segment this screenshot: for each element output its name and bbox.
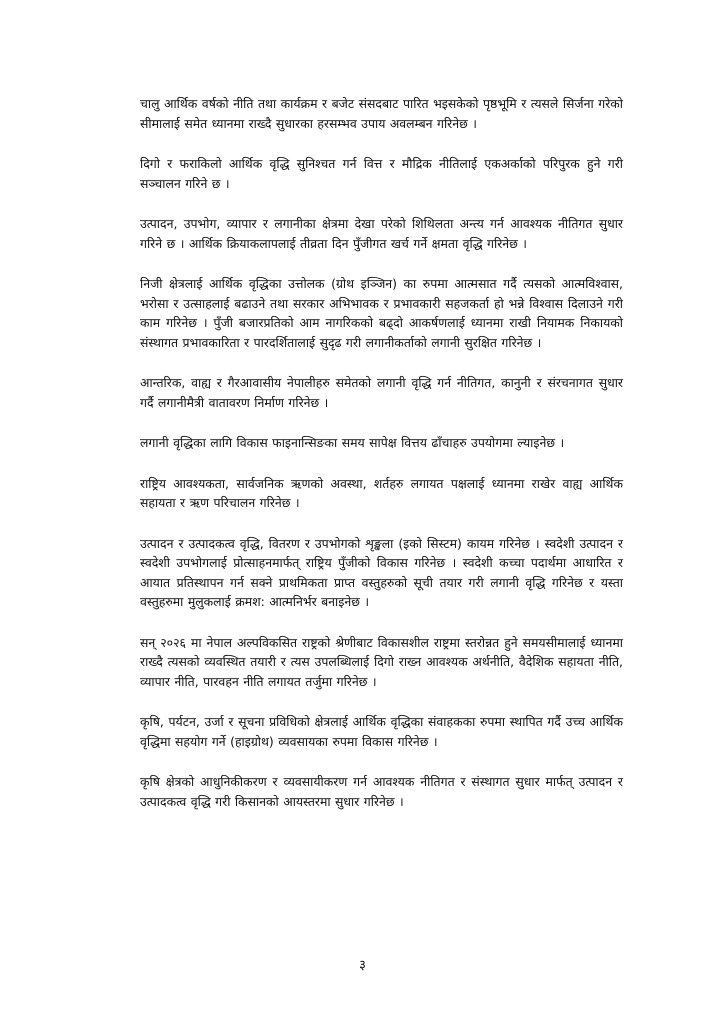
paragraph-3: उत्पादन, उपभोग, व्यापार र लगानीका क्षेत्रमा देखा परेको शिथिलता अन्त्य गर्न आवश्यक नीतिगत सुधार गरिने छ । आर्थिक क्रियाकलापलाई तीव्रता दिन पुँजीगत खर्च गर्ने क्षमता वृद्धि गरिनेछ । [140, 216, 623, 251]
paragraph-6: लगानी वृद्धिका लागि विकास फाइनान्सिङका समय सापेक्ष वित्तय ढाँचाहरु उपयोगमा ल्याइनेछ । [140, 435, 565, 450]
paragraph-9: सन् २०२६ मा नेपाल अल्पविकसित राष्ट्रको श्रेणीबाट विकासशील राष्ट्रमा स्तरोन्नत हुने समयसीमालाई ध्यानमा राख्दै त्यसको व्यवस्थित तयारी र त्यस उपलब्धिलाई दिगो राख्न आवश्यक अर्थनीति, वैदेशिक सहायता नीति, व्यापार नीति, पारवहन नीति लगायत तर्जुमा गरिनेछ । [140, 634, 623, 689]
document-body [140, 94, 623, 832]
paragraph-1: चालु आर्थिक वर्षको नीति तथा कार्यक्रम र बजेट संसदबाट पारित भइसकेको पृष्ठभूमि र त्यसले सिर्जना गरेको सीमालाई समेत ध्यानमा राख्दै सुधारका हरसम्भव उपाय अवलम्बन गरिनेछ । [140, 96, 623, 131]
paragraph-5: आन्तरिक, वाह्य र गैरआवासीय नेपालीहरु समेतको लगानी वृद्धि गर्न नीतिगत, कानुनी र संरचनागत सुधार गर्दै लगानीमैत्री वातावरण निर्माण गरिनेछ । [140, 375, 623, 410]
paragraph-2: दिगो र फराकिलो आर्थिक वृद्धि सुनिश्चत गर्न वित्त र मौद्रिक नीतिलाई एकअर्काको परिपुरक हुने गरी सञ्चालन गरिने छ । [140, 156, 623, 191]
page-number: ३ [359, 958, 366, 973]
paragraph-10: कृषि, पर्यटन, उर्जा र सूचना प्रविधिको क्षेत्रलाई आर्थिक वृद्धिका संवाहकका रुपमा स्थापित गर्दै उच्च आर्थिक वृद्धिमा सहयोग गर्ने (हाइग्रोथ) व्यवसायका रुपमा विकास गरिनेछ । [140, 714, 623, 749]
paragraph-11: कृषि क्षेत्रको आधुनिकीकरण र व्यवसायीकरण गर्न आवश्यक नीतिगत र संस्थागत सुधार मार्फत् उत्पादन र उत्पादकत्व वृद्धि गरी किसानको आयस्तरमा सुधार गरिनेछ । [140, 774, 623, 809]
paragraph-7: राष्ट्रिय आवश्यकता, सार्वजनिक ऋणको अवस्था, शर्तहरु लगायत पक्षलाई ध्यानमा राखेर वाह्य आर्थिक सहायता र ऋण परिचालन गरिनेछ । [140, 475, 623, 510]
paragraph-4: निजी क्षेत्रलाई आर्थिक वृद्धिका उत्तोलक (ग्रोथ इञ्जिन) का रुपमा आत्मसात गर्दै त्यसको आत्मविश्वास, भरोसा र उत्साहलाई बढाउने तथा सरकार अभिभावक र प्रभावकारी सहजकर्ता हो भन्ने विश्वास दिलाउने गरी काम गरिनेछ । पुँजी बजारप्रतिको आम नागरिकको बढ्दो आकर्षणलाई ध्यानमा राखी नियामक निकायको संस्थागत प्रभावकारिता र पारदर्शितालाई सुदृढ गरी लगानीकर्ताको लगानी सुरक्षित गरिनेछ । [140, 276, 623, 350]
paragraph-8: उत्पादन र उत्पादकत्व वृद्धि, वितरण र उपभोगको शृङ्खला (इको सिस्टम) कायम गरिनेछ । स्वदेशी उत्पादन र स्वदेशी उपभोगलाई प्रोत्साहनमार्फत् राष्ट्रिय पुँजीको विकास गरिनेछ । स्वदेशी कच्चा पदार्थमा आधारित र आयात प्रतिस्थापन गर्न सक्ने प्राथमिकता प्राप्त वस्तुहरुको सूची तयार गरी लगानी वृद्धि गरिनेछ र यस्ता वस्तुहरुमा मुलुकलाई क्रमश: आत्मनिर्भर बनाइनेछ । [140, 535, 623, 609]
